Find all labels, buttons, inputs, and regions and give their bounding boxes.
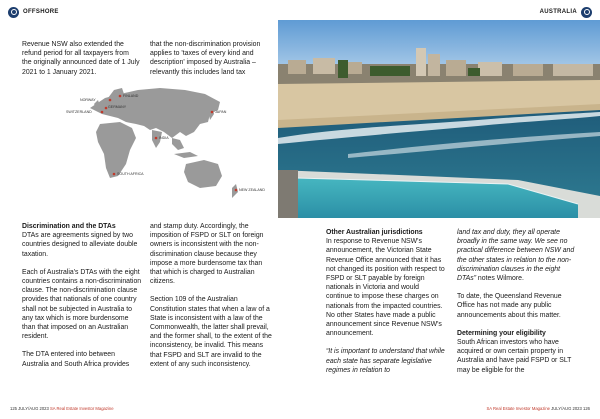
marker-new-zealand	[235, 189, 238, 192]
paragraph: To date, the Queensland Revenue Office has not made any public announcements about this matter.	[457, 293, 562, 319]
paragraph: that the non-discrimination provision applies to 'taxes of every kind and description' imposed by Australia – relevantly this includes land tax	[150, 41, 261, 76]
column-3	[326, 228, 446, 384]
page-number: 126	[583, 406, 590, 411]
quote: “It is important to understand that while each state has separate legislative regimes in relation to	[326, 348, 445, 374]
section-label-australia: AUSTRALIA	[539, 9, 577, 15]
map-label-new-zealand: NEW ZEALAND	[239, 188, 265, 192]
column-1-top	[22, 40, 140, 86]
map-southeast-asia	[172, 138, 184, 150]
column-1-bottom	[22, 222, 142, 378]
map-label-norway: NORWAY	[80, 98, 96, 102]
paragraph: DTAs are agreements signed by two countries designed to alleviate double taxation.	[22, 232, 138, 258]
map-label-south-africa: SOUTH AFRICA	[117, 172, 144, 176]
magazine-logo-icon	[581, 7, 592, 18]
section-heading: Determining your eligibility	[457, 329, 546, 337]
section-heading: Discrimination and the DTAs	[22, 223, 116, 230]
map-label-germany: GERMANY	[108, 105, 127, 109]
paragraph: The DTA entered into between Australia and South Africa provides	[22, 351, 130, 368]
map-label-switzerland: SWITZERLAND	[66, 110, 92, 114]
map-label-india: INDIA	[159, 136, 169, 140]
map-indonesia	[174, 152, 198, 158]
magazine-name: SA Real Estate Investor Magazine	[486, 406, 550, 411]
quote-attribution: notes Wilmore.	[476, 275, 524, 283]
paragraph: Each of Australia's DTAs with the eight countries contains a non-discrimination clause. The non-discrimination clause provides that nationals of one country shall not be subjected in Australia to any tax which is more burdensome than that imposed on an Australian resident.	[22, 268, 142, 341]
world-map	[60, 80, 275, 205]
footer-right	[486, 406, 590, 411]
footer-left	[10, 406, 114, 411]
header-left	[8, 5, 59, 19]
column-4	[457, 228, 577, 384]
paragraph: Section 109 of the Australian Constitution states that when a law of a State is inconsistent with a law of the Commonwealth, the latter shall prevail, and the former shall, to the extent of the inconsistency, be invalid. This means that FSPD and SLT are invalid to the extent of any such inconsistency.	[150, 296, 272, 368]
paragraph: In response to Revenue NSW's announcement, the Victorian State Revenue Office announced that it has not changed its position with respect to FSPD or SLT payable by foreign nationals in Victoria and would continue to impose these charges on nationals from the impacted countries. No other States have made a public announcement since Revenue NSW's announcement.	[326, 238, 445, 338]
marker-japan	[211, 111, 214, 114]
paragraph: South African investors who have acquired or own certain property in Australia and have paid FSPD or SLT may be eligible for the	[457, 339, 572, 374]
page-number: 125	[10, 406, 17, 411]
beach-photo	[278, 20, 600, 218]
column-2-top	[150, 40, 272, 86]
marker-india	[155, 137, 158, 140]
section-label-offshore: OFFSHORE	[23, 9, 59, 15]
column-2-bottom	[150, 222, 272, 378]
marker-germany	[105, 107, 108, 110]
marker-south-africa	[113, 173, 116, 176]
map-australia	[184, 160, 222, 188]
marker-norway	[109, 99, 112, 102]
map-label-finland: FINLAND	[123, 94, 139, 98]
paragraph: Revenue NSW also extended the refund period for all taxpayers from the originally announced date of 1 July 2021 to 1 January 2021.	[22, 41, 140, 76]
section-heading: Other Australian jurisdictions	[326, 229, 423, 236]
quote: land tax and duty, they all operate broadly in the same way. We see no practical difference between NSW and the other states in relation to the non-discrimination clauses in the eight DTAs”	[457, 229, 575, 283]
issue-date: JULY/AUG 2023	[18, 406, 49, 411]
map-africa	[96, 122, 136, 178]
map-label-japan: JAPAN	[215, 110, 227, 114]
marker-finland	[119, 95, 122, 98]
marker-switzerland	[101, 111, 104, 114]
header-right	[540, 5, 592, 19]
magazine-logo-icon	[8, 7, 19, 18]
paragraph: and stamp duty. Accordingly, the imposition of FSPD or SLT on foreign owners is inconsistent with the non-discrimination clause because they impose a more burdensome tax than that which is charged to Australian citizens.	[150, 223, 264, 286]
magazine-name: SA Real Estate Investor Magazine	[50, 406, 114, 411]
map-new-zealand	[232, 184, 238, 198]
issue-date: JULY/AUG 2023	[551, 406, 582, 411]
